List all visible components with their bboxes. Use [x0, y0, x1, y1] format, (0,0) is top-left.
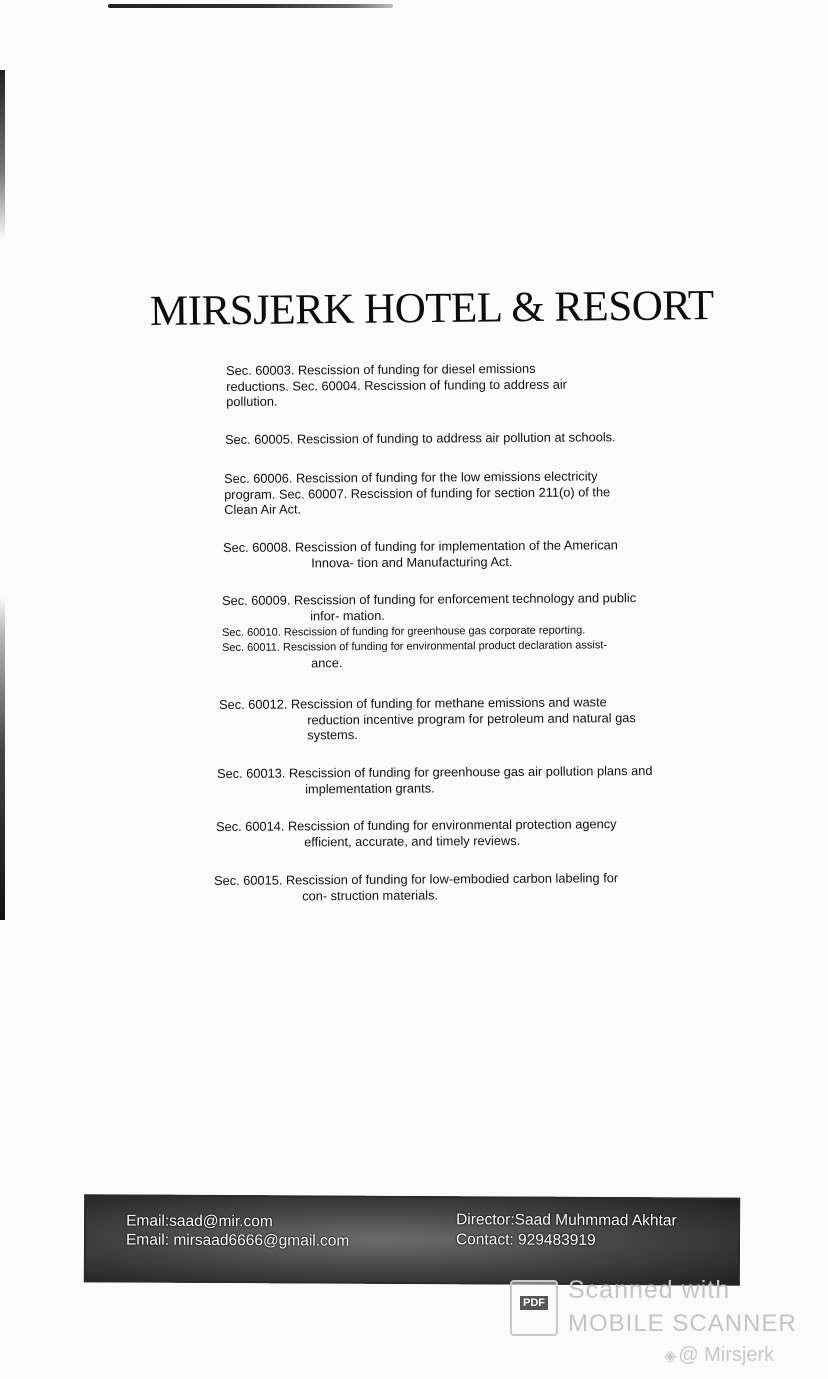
section-line: Sec. 60013. Rescission of funding for greenhouse gas air pollution plans and	[217, 762, 653, 781]
section-line: systems.	[307, 727, 358, 743]
section-line: Sec. 60003. Rescission of funding for diesel emissions	[226, 360, 536, 378]
section-60011	[222, 638, 607, 671]
section-60003-60004	[226, 361, 567, 410]
section-line: con- struction materials.	[302, 887, 439, 903]
section-60015	[214, 870, 618, 904]
section-line: Sec. 60012. Rescission of funding for methane emissions and waste	[219, 694, 607, 712]
top-edge-rule	[108, 4, 393, 8]
section-line: Sec. 60010. Rescission of funding for greenhouse gas corporate reporting.	[222, 624, 586, 639]
section-line: Sec. 60008. Rescission of funding for implementation of the American	[223, 537, 618, 555]
section-line: program. Sec. 60007. Rescission of funding for section 211(o) of the	[224, 483, 611, 502]
section-60014	[216, 816, 617, 850]
section-line: Sec. 60009. Rescission of funding for enforcement technology and public	[222, 590, 637, 608]
footer-email-2: Email: mirsaad6666@gmail.com	[125, 1231, 350, 1250]
watermark-line-1: Scanned with	[568, 1276, 731, 1304]
section-line: reduction incentive program for petroleum and natural gas	[307, 709, 636, 727]
section-line: ance.	[311, 655, 343, 671]
footer-contact: Contact: 929483919	[455, 1231, 596, 1249]
section-line: Sec. 60014. Rescission of funding for environmental protection agency	[216, 816, 617, 834]
section-line: pollution.	[226, 393, 278, 410]
mobile-scanner-logo-icon: ◈	[664, 1348, 677, 1365]
watermark-line-2: MOBILE SCANNER	[568, 1310, 797, 1337]
section-line: reductions. Sec. 60004. Rescission of funding to address air	[226, 376, 567, 394]
footer-email-1: Email:saad@mir.com	[126, 1212, 273, 1231]
section-line: Sec. 60005. Rescission of funding to address air pollution at schools.	[225, 429, 616, 447]
watermark-user-text: @ Mirsjerk	[678, 1344, 775, 1366]
section-60006-60007	[224, 468, 610, 517]
scanner-watermark	[500, 1272, 820, 1372]
section-line: Sec. 60006. Rescission of funding for the low emissions electricity	[224, 468, 598, 486]
section-line: Clean Air Act.	[224, 501, 302, 518]
section-line: efficient, accurate, and timely reviews.	[304, 832, 521, 849]
section-line: infor- mation.	[310, 607, 385, 623]
section-60005	[225, 429, 616, 447]
footer-director: Director:Saad Muhmmad Akhtar	[456, 1211, 677, 1230]
page-title: MIRSJERK HOTEL & RESORT	[149, 282, 714, 335]
left-scan-edge	[0, 70, 5, 920]
section-60013	[217, 763, 653, 797]
section-line: implementation grants.	[305, 780, 435, 796]
section-60009	[222, 590, 636, 624]
section-line: Innova- tion and Manufacturing Act.	[311, 553, 513, 570]
section-line: Sec. 60011. Rescission of funding for environmental product declaration assist-	[222, 639, 608, 654]
pdf-document-icon	[510, 1280, 558, 1336]
section-line: Sec. 60015. Rescission of funding for low-embodied carbon labeling for	[214, 870, 619, 888]
watermark-user	[664, 1344, 774, 1367]
section-60008	[223, 537, 618, 571]
pdf-label: PDF	[520, 1296, 548, 1310]
section-60012	[219, 694, 636, 744]
